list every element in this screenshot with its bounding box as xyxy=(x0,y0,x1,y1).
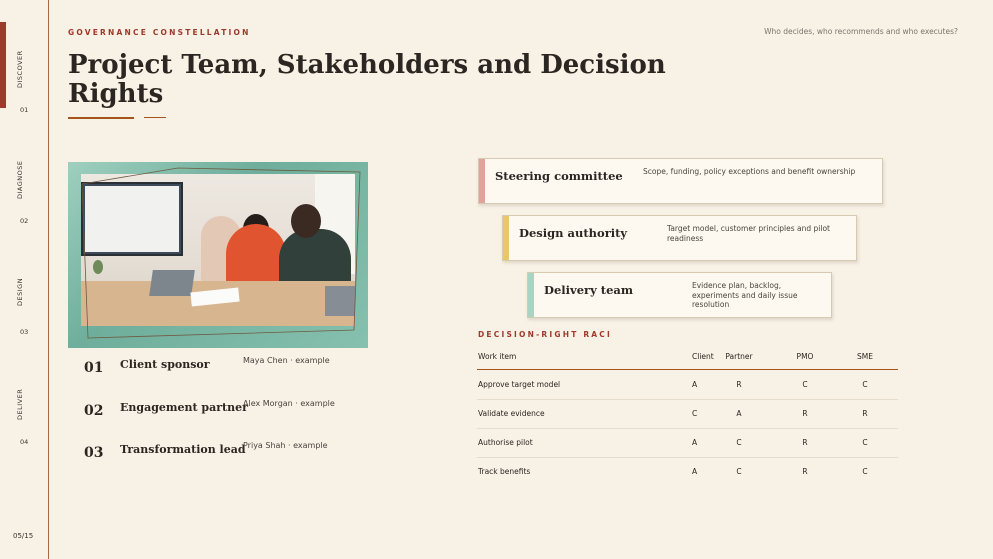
raci-sme: C xyxy=(862,380,868,389)
stage-deliver-label[interactable]: DELIVER xyxy=(16,388,24,420)
raci-client: C xyxy=(692,409,698,418)
card-delivery-team xyxy=(527,272,832,318)
raci-sme: C xyxy=(862,438,868,447)
work-item: Authorise pilot xyxy=(478,438,533,447)
raci-partner: A xyxy=(736,409,742,418)
stage-deliver-number: 04 xyxy=(20,438,29,446)
card-accent-bar xyxy=(528,273,534,317)
role-title: Client sponsor xyxy=(120,358,210,371)
title-rule-short xyxy=(144,117,166,118)
raci-client: A xyxy=(692,438,698,447)
stage-design-number: 03 xyxy=(20,328,29,336)
card-title: Design authority xyxy=(519,226,628,240)
raci-pmo: C xyxy=(802,380,808,389)
header-partner: Partner xyxy=(725,352,753,361)
stage-discover-number: 01 xyxy=(20,106,29,114)
raci-client: A xyxy=(692,380,698,389)
role-person: Maya Chen · example xyxy=(243,356,330,365)
card-title: Delivery team xyxy=(544,283,634,297)
raci-pmo: R xyxy=(802,438,808,447)
table-row xyxy=(477,370,898,400)
photo-frame-lines xyxy=(68,162,368,348)
work-item: Validate evidence xyxy=(478,409,545,418)
table-row xyxy=(477,399,898,429)
raci-pmo: R xyxy=(802,409,808,418)
title-rule xyxy=(68,117,134,119)
role-number: 01 xyxy=(84,360,104,376)
raci-partner: C xyxy=(736,438,742,447)
stage-discover-label[interactable]: DISCOVER xyxy=(16,50,24,88)
active-stage-marker xyxy=(0,22,6,108)
page-number: 05/15 xyxy=(13,532,34,540)
work-item: Approve target model xyxy=(478,380,561,389)
raci-partner: R xyxy=(736,380,742,389)
raci-sme: R xyxy=(862,409,868,418)
stage-diagnose-label[interactable]: DIAGNOSE xyxy=(16,160,24,199)
card-steering-committee xyxy=(478,158,883,204)
raci-partner: C xyxy=(736,467,742,476)
table-row xyxy=(477,428,898,458)
raci-pmo: R xyxy=(802,467,808,476)
role-number: 03 xyxy=(84,445,104,461)
card-accent-bar xyxy=(479,159,485,203)
role-person: Alex Morgan · example xyxy=(243,399,335,408)
card-accent-bar xyxy=(503,216,509,260)
card-description: Target model, customer principles and pilot readiness xyxy=(667,224,831,243)
table-row xyxy=(477,457,898,486)
stage-rail xyxy=(0,0,49,559)
stage-diagnose-number: 02 xyxy=(20,217,29,225)
header-pmo: PMO xyxy=(796,352,814,361)
header-work-item: Work item xyxy=(478,352,517,361)
header-client: Client xyxy=(692,352,714,361)
raci-header-row xyxy=(477,347,898,370)
section-eyebrow: GOVERNANCE CONSTELLATION xyxy=(68,28,251,37)
raci-eyebrow: DECISION-RIGHT RACI xyxy=(478,330,613,339)
card-description: Evidence plan, backlog, experiments and daily issue resolution xyxy=(692,281,798,309)
page-title: Project Team, Stakeholders and Decision Rights xyxy=(68,50,666,109)
role-title: Engagement partner xyxy=(120,401,248,414)
role-title: Transformation lead xyxy=(120,443,246,456)
work-item: Track benefits xyxy=(478,467,531,476)
team-photo-frame xyxy=(68,162,368,348)
role-number: 02 xyxy=(84,403,104,419)
role-person: Priya Shah · example xyxy=(243,441,328,450)
stage-design-label[interactable]: DESIGN xyxy=(16,277,24,306)
card-description: Scope, funding, policy exceptions and benefit ownership xyxy=(643,167,856,176)
header-question: Who decides, who recommends and who executes? xyxy=(764,27,958,36)
card-design-authority xyxy=(502,215,857,261)
raci-client: A xyxy=(692,467,698,476)
raci-sme: C xyxy=(862,467,868,476)
card-title: Steering committee xyxy=(495,169,623,183)
header-sme: SME xyxy=(857,352,873,361)
